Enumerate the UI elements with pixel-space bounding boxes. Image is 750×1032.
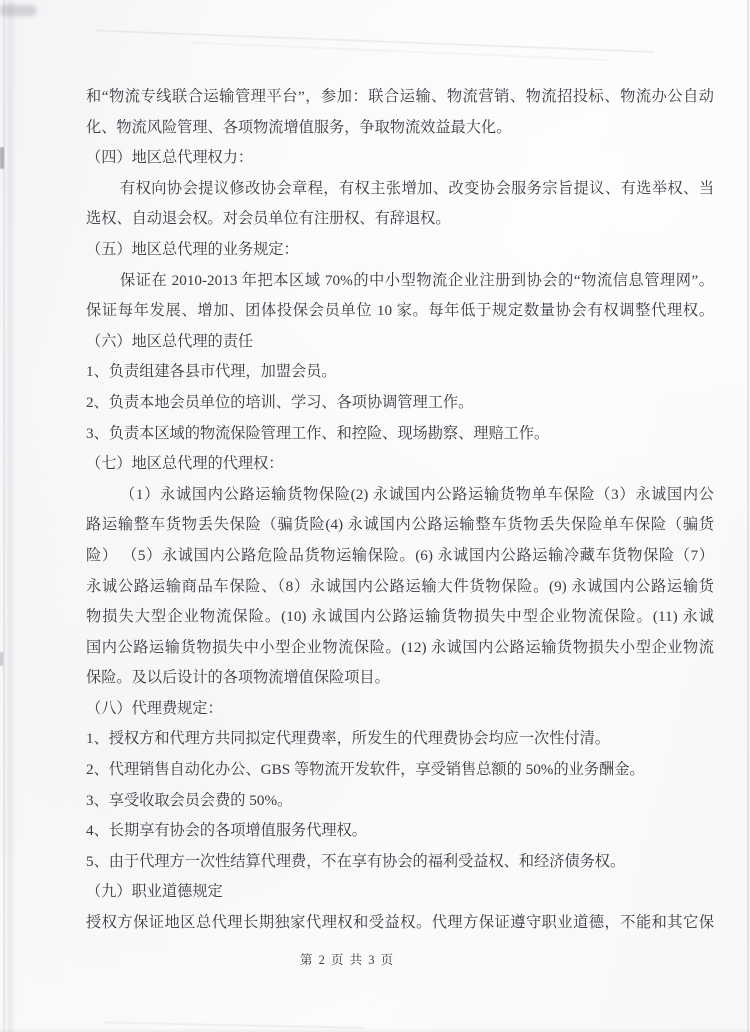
text-line: 4、长期享有协会的各项增值服务代理权。 xyxy=(86,822,367,840)
document-body xyxy=(86,82,714,939)
text-line: （七）地区总代理的代理权： xyxy=(86,455,284,473)
text-line: （五）地区总代理的业务规定： xyxy=(86,240,299,258)
text-line: 保险。及以后设计的各项物流增值保险项目。 xyxy=(86,669,390,687)
text-line: 保证在 2010-2013 年把本区域 70%的中小型物流企业注册到协会的“物流信息管理网”。 xyxy=(120,271,714,289)
text-line: 选权、自动退会权。对会员单位有注册权、有辞退权。 xyxy=(86,210,451,228)
text-line: 化、物流风险管理、各项物流增值服务，争取物流效益最大化。 xyxy=(86,118,512,136)
scan-right-edge-shadow xyxy=(747,0,749,1032)
text-line: 授权方保证地区总代理长期独家代理权和受益权。代理方保证遵守职业道德，不能和其它保 xyxy=(86,914,714,932)
text-line: 2、代理销售自动化办公、GBS 等物流开发软件，享受销售总额的 50%的业务酬金。 xyxy=(86,761,645,779)
text-line: 险） （5）永诚国内公路危险品货物运输保险。(6) 永诚国内公路运输冷藏车货物保险（7） xyxy=(86,546,714,564)
scan-crease-top-secondary xyxy=(190,42,610,61)
text-line: 路运输整车货物丢失保险（骗货险(4) 永诚国内公路运输整车货物丢失保险单车保险（骗货 xyxy=(86,516,714,534)
text-line: （六）地区总代理的责任 xyxy=(86,332,254,350)
scan-smudge-top-left xyxy=(0,5,36,16)
scan-edge-mark-upper xyxy=(0,147,4,169)
text-line: 1、授权方和代理方共同拟定代理费率，所发生的代理费协会均应一次性付清。 xyxy=(86,730,610,748)
text-line: 国内公路运输货物损失中小型企业物流保险。(12) 永诚国内公路运输货物损失小型企业物流 xyxy=(86,638,714,656)
text-line: （四）地区总代理权力： xyxy=(86,149,254,167)
text-line: 保证每年发展、增加、团体投保会员单位 10 家。每年低于规定数量协会有权调整代理权。 xyxy=(86,302,714,320)
text-line: （九）职业道德规定 xyxy=(86,883,223,901)
page-number-footer: 第 2 页 共 3 页 xyxy=(300,953,395,967)
scan-edge-mark-lower xyxy=(0,652,3,666)
text-line: 物损失大型企业物流保险。(10) 永诚国内公路运输货物损失中型企业物流保险。(11) 永诚 xyxy=(86,608,714,626)
text-line: 和“物流专线联合运输管理平台”，参加：联合运输、物流营销、物流招投标、物流办公自动 xyxy=(86,88,714,105)
text-line: （1）永诚国内公路运输货物保险(2) 永诚国内公路运输货物单车保险（3）永诚国内公 xyxy=(120,485,714,503)
text-line: 1、负责组建各县市代理，加盟会员。 xyxy=(86,363,337,381)
text-line: （八）代理费规定： xyxy=(86,699,223,717)
scan-bottom-edge-shadow xyxy=(0,1028,750,1032)
text-line: 永诚公路运输商品车保险、（8）永诚国内公路运输大件货物保险。(9) 永诚国内公路运输货 xyxy=(86,577,714,595)
text-line: 2、负责本地会员单位的培训、学习、各项协调管理工作。 xyxy=(86,393,474,411)
text-line: 有权向协会提议修改协会章程，有权主张增加、改变协会服务宗旨提议、有选举权、当 xyxy=(120,179,714,197)
text-line: 3、负责本区域的物流保险管理工作、和控险、现场勘察、理赔工作。 xyxy=(86,424,550,442)
scan-left-shading xyxy=(5,0,16,1032)
text-line: 3、享受收取会员会费的 50%。 xyxy=(86,791,293,809)
text-line: 5、由于代理方一次性结算代理费，不在享有协会的福利受益权、和经济债务权。 xyxy=(86,852,626,870)
